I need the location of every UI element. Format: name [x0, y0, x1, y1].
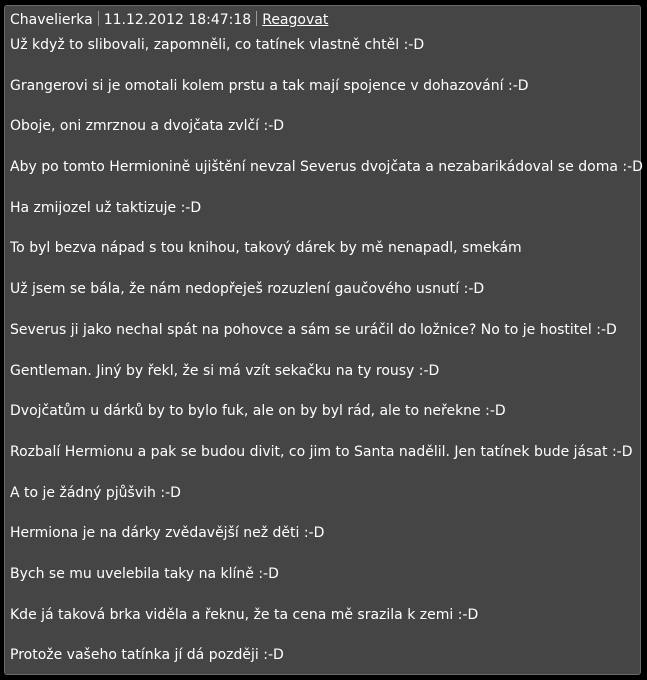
- header-separator: [256, 11, 257, 26]
- comment-line: Už když to slibovali, zapomněli, co tatínek vlastně chtěl :-D: [10, 37, 425, 53]
- comment-line: A to je žádný pjůšvih :-D: [10, 484, 181, 501]
- comment-line: Dvojčatům u dárků by to bylo fuk, ale on by byl rád, ale to neřekne :-D: [10, 403, 506, 420]
- comment-line: Ha zmijozel už taktizuje :-D: [10, 199, 202, 216]
- comment-box: [4, 5, 641, 675]
- comment-line: Grangerovi si je omotali kolem prstu a tak mají spojence v dohazování :-D: [10, 77, 529, 94]
- comment-timestamp: 11.12.2012 18:47:18: [103, 12, 252, 28]
- comment-line: Kde já taková brka viděla a řeknu, že ta cena mě srazila k zemi :-D: [10, 606, 479, 623]
- comment-line: To byl bezva nápad s tou knihou, takový dárek by mě nenapadl, smekám: [10, 240, 522, 257]
- comment-author: Chavelierka: [10, 12, 93, 28]
- comment-line: Bych se mu uvelebila taky na klíně :-D: [10, 565, 279, 582]
- comment-line: Severus ji jako nechal spát na pohovce a sám se uráčil do ložnice? No to je hostitel :-D: [10, 321, 617, 338]
- header-separator: [98, 11, 99, 26]
- reply-link[interactable]: Reagovat: [262, 12, 329, 28]
- comment-line: Hermiona je na dárky zvědavější než děti :-D: [10, 525, 325, 542]
- comment-line: Protože vašeho tatínka jí dá později :-D: [10, 647, 284, 664]
- comment-line: Aby po tomto Hermionině ujištění nevzal Severus dvojčata a nezabarikádoval se doma :-D: [10, 159, 643, 176]
- comment-line: Gentleman. Jiný by řekl, že si má vzít sekačku na ty rousy :-D: [10, 362, 440, 379]
- comment-line: Rozbalí Hermionu a pak se budou divit, co jim to Santa nadělil. Jen tatínek bude jásat :-D: [10, 443, 633, 460]
- comment-line: Oboje, oni zmrznou a dvojčata zvlčí :-D: [10, 118, 285, 135]
- comment-header: [10, 10, 328, 30]
- comment-body: [10, 29, 643, 680]
- comment-line: Už jsem se bála, že nám nedopřeješ rozuzlení gaučového usnutí :-D: [10, 281, 485, 298]
